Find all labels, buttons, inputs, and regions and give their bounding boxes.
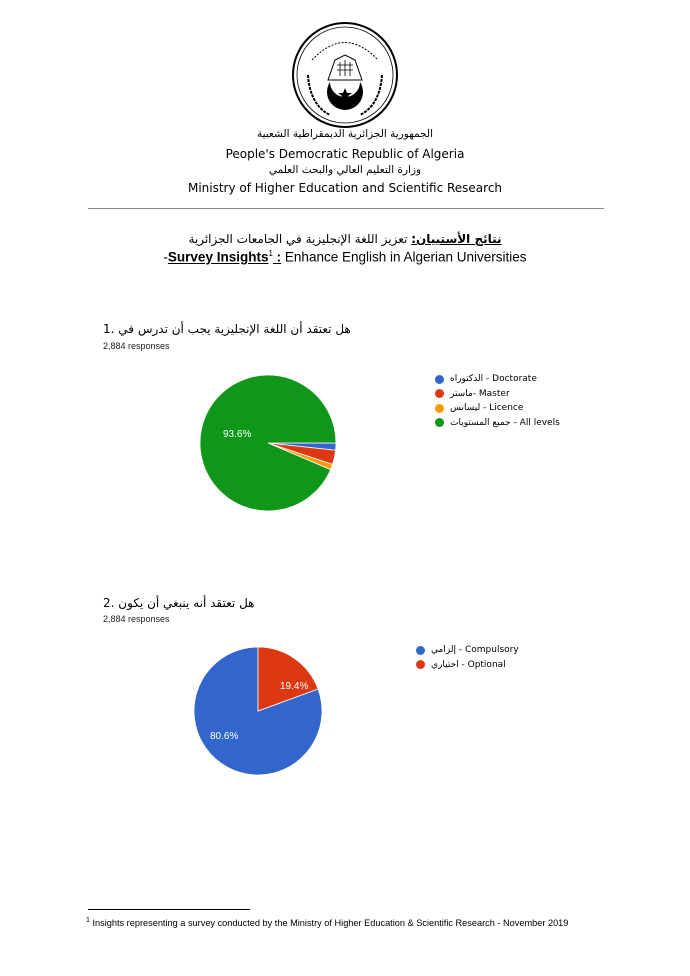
- legend-label: الدكتوراه - Doctorate: [450, 374, 537, 385]
- legend-dot: [416, 646, 425, 655]
- title-colon: :: [272, 249, 282, 265]
- question-1-title: هل تعتقد أن اللغة الإنجليزية يجب أن تدرس في .1: [103, 322, 351, 336]
- legend-2-item-optional: [416, 658, 519, 673]
- legend-chart-1: [435, 372, 560, 430]
- legend-1-item-doctorate: [435, 372, 560, 387]
- legend-1-item-all-levels: [435, 416, 560, 431]
- legend-dot: [435, 404, 444, 413]
- legend-chart-2: [416, 643, 519, 672]
- footnote: [86, 917, 646, 928]
- ministry-name-arabic: وزارة التعليم العالي والبحث العلمي: [268, 164, 422, 176]
- pie-2-label-optional: 19.4%: [280, 681, 309, 692]
- question-2-title: هل تعتقد أنه ينبغي أن يكون .2: [103, 596, 255, 610]
- legend-dot: [435, 389, 444, 398]
- legend-label: ماستر- Master: [450, 388, 510, 399]
- legend-dot: [416, 660, 425, 669]
- page-title-english: [0, 249, 690, 265]
- pie-chart-2: [190, 643, 326, 779]
- legend-dot: [435, 375, 444, 384]
- pie-slice-4: [200, 375, 336, 511]
- pie-chart-1: [195, 370, 345, 520]
- footnote-number: 1: [86, 917, 90, 924]
- legend-1-item-master: [435, 387, 560, 402]
- legend-2-item-compulsory: [416, 643, 519, 658]
- title-english-rest: Enhance English in Algerian Universities: [281, 249, 527, 265]
- legend-1-item-licence: [435, 401, 560, 416]
- title-dash: -: [163, 249, 168, 265]
- legend-label: ليسانس - Licence: [450, 403, 524, 414]
- legend-dot: [435, 418, 444, 427]
- title-arabic-rest: تعزيز اللغة الإنجليزية في الجامعات الجزائرية: [188, 232, 412, 246]
- footnote-text: Insights representing a survey conducted by the Ministry of Higher Education & Scientific Research - November 2019: [89, 918, 569, 929]
- title-footnote-ref: 1: [268, 249, 273, 258]
- republic-name-arabic: الجمهورية الجزائرية الديمقراطية الشعبية: [256, 128, 434, 140]
- legend-label: إلزامي - Compulsory: [431, 645, 519, 656]
- header-divider: [88, 208, 604, 209]
- ministry-name-english: Ministry of Higher Education and Scientific Research: [187, 181, 503, 195]
- republic-name-english: People's Democratic Republic of Algeria: [225, 147, 465, 161]
- algeria-seal-icon: [290, 20, 400, 130]
- question-2-responses: 2,884 responses: [103, 614, 170, 624]
- pie-1-label-all-levels: 93.6%: [223, 429, 252, 440]
- pie-2-slices: [194, 647, 322, 775]
- question-1-responses: 2,884 responses: [103, 341, 170, 351]
- page-title-arabic: [0, 232, 690, 246]
- pie-1-slices: [200, 375, 336, 511]
- title-arabic-lead: نتائج الأستبيان:: [411, 232, 502, 246]
- title-english-lead: Survey Insights: [167, 249, 269, 265]
- footnote-divider: [88, 909, 250, 910]
- legend-label: اختياري - Optional: [431, 659, 506, 670]
- legend-label: جميع المستويات - All levels: [450, 417, 560, 428]
- pie-2-label-compulsory: 80.6%: [210, 731, 239, 742]
